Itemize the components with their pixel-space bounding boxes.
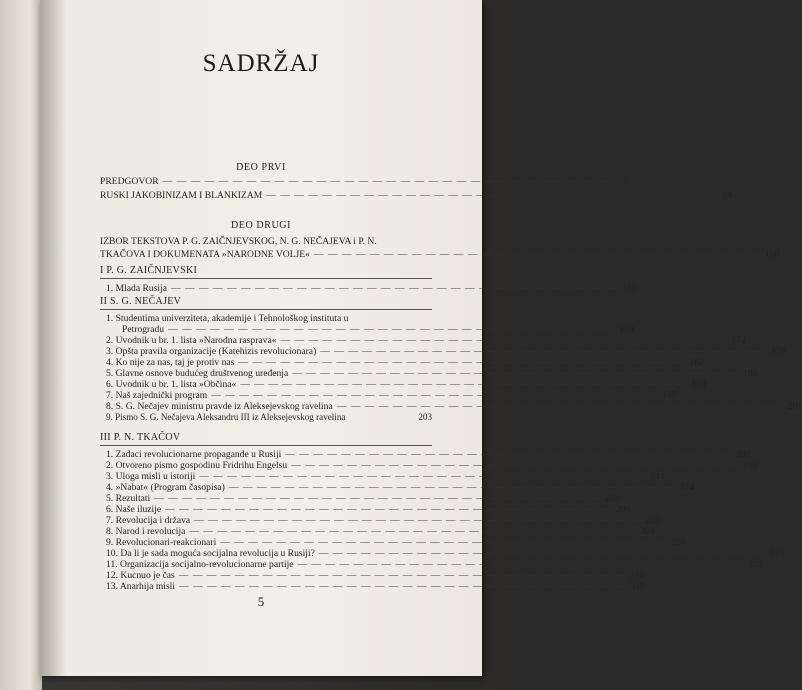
- part-heading-3: III P. N. TKAČOV: [100, 432, 181, 443]
- toc-entry: Petrogradu — — — — — — — — — — — — — — — — — — — — — — — — — — — — — — — — 169: [122, 324, 634, 335]
- toc-entry: 5. Glavne osnove budućeg društvenog uređenja — — — — — — — — — — — — — — — — — — — — — — — — — — — — — — — — 186: [106, 368, 758, 379]
- page-title: SADRŽAJ: [202, 50, 320, 77]
- divider: [100, 278, 432, 279]
- toc-entry: 1. Zadaci revolucionarne propagande u Rusiji — — — — — — — — — — — — — — — — — — — — — — — — — — — — — — — — 207: [106, 449, 751, 460]
- toc-entry: 13. Anarhija misli — — — — — — — — — — — — — — — — — — — — — — — — — — — — — — — — 336: [106, 581, 645, 592]
- toc-entry-line-1: 1. Studentima univerziteta, akademije i Tehnološkog instituta u: [106, 313, 349, 324]
- toc-entry: 6. Naše iluzije — — — — — — — — — — — — — — — — — — — — — — — — — — — — — — — — 290: [106, 504, 631, 515]
- deo-drugi-intro-line-1: IZBOR TEKSTOVA P. G. ZAIČNJEVSKOG, N. G. NEČAJEVA i P. N.: [100, 236, 377, 247]
- toc-entry: 11. Organizacija socijalno-revolucionarne partije — — — — — — — — — — — — — — — — — — — — — — — — — — — — — — — — 323: [106, 559, 763, 570]
- toc-entry: 6. Uvodnik u br. 1. lista »Občina« — — — — — — — — — — — — — — — — — — — — — — — — — — — — — — — — 190: [106, 379, 706, 390]
- page-gutter-shadow: [40, 0, 66, 676]
- toc-entry: 8. S. G. Nečajev ministru pravde iz Aleksejevskog ravelina — — — — — — — — — — — — — — — — — — — — — — — — — — — — — — — — 201: [106, 401, 802, 412]
- toc-entry: 2. Uvodnik u br. 1. lista »Narodna rasprava« — — — — — — — — — — — — — — — — — — — — — — — — — — — — — — — — 172: [106, 335, 746, 346]
- facing-page-edge: [0, 0, 42, 690]
- divider: [100, 309, 432, 310]
- toc-entry: TKAČOVA I DOKUMENATA »NARODNE VOLJE« — — — — — — — — — — — — — — — — — — — — — — — — — — — — — — — — 160: [100, 249, 780, 260]
- toc-entry: 7. Revolucija i država — — — — — — — — — — — — — — — — — — — — — — — — — — — — — — — — 295: [106, 515, 660, 526]
- book-page: [40, 0, 802, 676]
- toc-entry: 5. Rezultati — — — — — — — — — — — — — — — — — — — — — — — — — — — — — — — — 284: [106, 493, 620, 504]
- toc-entry: PREDGOVOR — — — — — — — — — — — — — — — — — — — — — — — — — — — — — — — — 9: [100, 176, 628, 187]
- part-heading-2: II S. G. NEČAJEV: [100, 296, 182, 307]
- toc-entry: RUSKI JAKOBINIZAM I BLANKIZAM — — — — — — — — — — — — — — — — — — — — — — — — — — — — — — — — 14: [100, 190, 732, 201]
- toc-entry: 9. Revolucionari-reakcionari — — — — — — — — — — — — — — — — — — — — — — — — — — — — — — — — 310: [106, 537, 686, 548]
- section-heading-deo-prvi: DEO PRVI: [236, 162, 286, 173]
- toc-entry: 12. Kucnuo je čas — — — — — — — — — — — — — — — — — — — — — — — — — — — — — — — — 330: [106, 570, 645, 581]
- toc-entry: 9. Pismo S. G. Nečajeva Aleksandru III iz Aleksejevskog ravelina 203: [106, 412, 432, 422]
- toc-entry: 8. Narod i revolucija — — — — — — — — — — — — — — — — — — — — — — — — — — — — — — — — 304: [106, 526, 655, 537]
- toc-entry: 7. Naš zajednički program — — — — — — — — — — — — — — — — — — — — — — — — — — — — — — — — 197: [106, 390, 677, 401]
- toc-entry: 10. Da li je sada moguća socijalna revolucija u Rusiji? — — — — — — — — — — — — — — — — — — — — — — — — — — — — — — — — 316: [106, 548, 785, 559]
- divider: [100, 445, 432, 446]
- section-heading-deo-drugi: DEO DRUGI: [230, 220, 292, 231]
- toc-entry: 3. Opšta pravila organizacije (Katehizis revolucionara) — — — — — — — — — — — — — — — — — — — — — — — — — — — — — — — — 176: [106, 346, 786, 357]
- toc-entry: 4. Ko nije za nas, taj je protiv nas — — — — — — — — — — — — — — — — — — — — — — — — — — — — — — — — 182: [106, 357, 704, 368]
- toc-entry: 1. Mlada Rusija — — — — — — — — — — — — — — — — — — — — — — — — — — — — — — — — 161: [106, 283, 637, 294]
- part-heading-1: I P. G. ZAIČNJEVSKI: [100, 265, 198, 276]
- page-number: 5: [257, 594, 265, 609]
- toc-entry: 2. Otvoreno pismo gospodinu Fridrihu Engelsu — — — — — — — — — — — — — — — — — — — — — — — — — — — — — — — — 233: [106, 460, 757, 471]
- toc-entry: 4. »Nabat« (Program časopisa) — — — — — — — — — — — — — — — — — — — — — — — — — — — — — — — — 274: [106, 482, 695, 493]
- toc-entry: 3. Uloga misli u istoriji — — — — — — — — — — — — — — — — — — — — — — — — — — — — — — — — 241: [106, 471, 665, 482]
